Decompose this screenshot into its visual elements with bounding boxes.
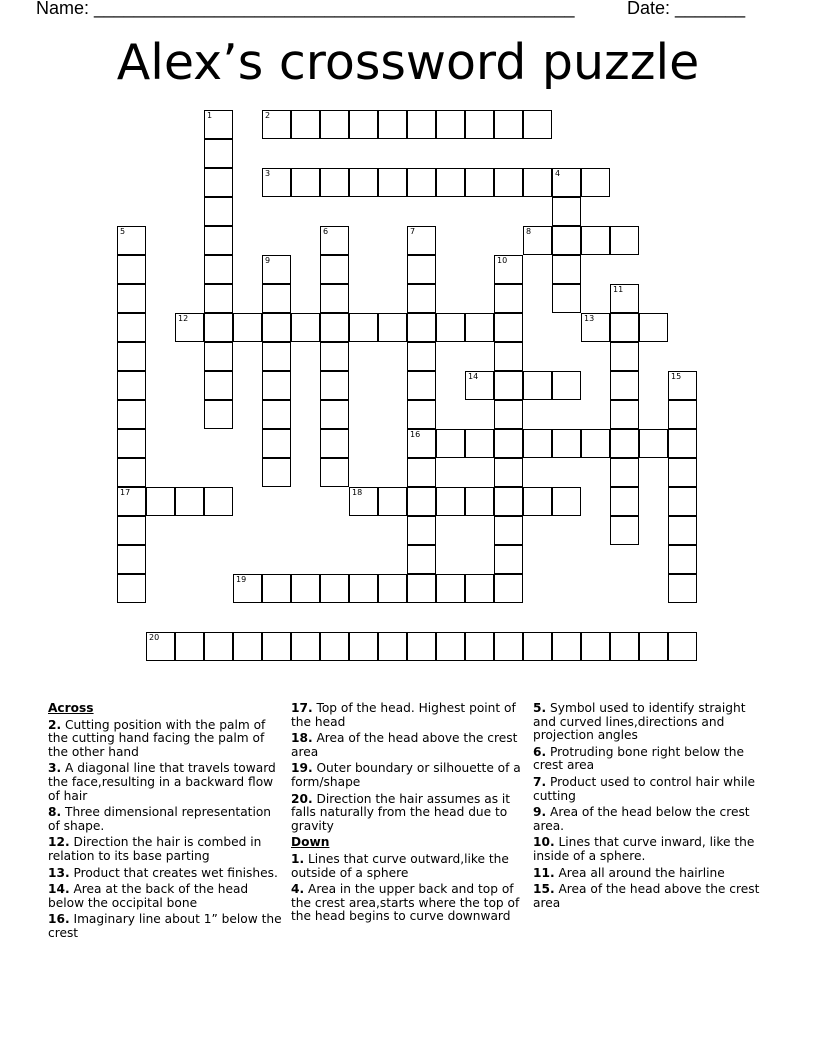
grid-cell[interactable]	[436, 574, 465, 603]
grid-cell[interactable]	[523, 168, 552, 197]
grid-cell[interactable]	[204, 342, 233, 371]
clue-text: Direction the hair assumes as it falls naturally from the head due to gravity	[291, 791, 511, 833]
grid-cell[interactable]	[639, 429, 668, 458]
across-heading: Across	[48, 701, 94, 715]
grid-cell[interactable]	[291, 313, 320, 342]
clue-item	[48, 806, 286, 833]
clue-item	[533, 702, 771, 743]
grid-cell[interactable]	[610, 342, 639, 371]
clues-column-1	[48, 702, 286, 944]
grid-cell[interactable]	[494, 458, 523, 487]
clue-item	[48, 867, 286, 881]
grid-cell[interactable]	[465, 110, 494, 139]
grid-cell[interactable]	[668, 400, 697, 429]
clue-number: 14	[468, 372, 479, 381]
clue-number: 13	[584, 314, 595, 323]
clue-number: 4	[555, 169, 561, 178]
grid-cell[interactable]	[436, 313, 465, 342]
clue-number: 6.	[533, 744, 547, 759]
clue-text: Lines that curve outward,like the outside of a sphere	[291, 851, 509, 880]
clue-item	[533, 806, 771, 833]
clue-number: 14.	[48, 882, 70, 897]
grid-cell[interactable]	[436, 487, 465, 516]
grid-cell[interactable]	[204, 487, 233, 516]
grid-cell[interactable]	[117, 545, 146, 574]
clue-text: Area at the back of the head below the occipital bone	[48, 882, 249, 910]
clue-number: 11	[613, 285, 624, 294]
grid-cell[interactable]	[494, 168, 523, 197]
clue-item	[48, 836, 286, 863]
grid-cell[interactable]	[494, 255, 523, 284]
grid-cell[interactable]	[523, 487, 552, 516]
grid-cell[interactable]	[233, 574, 262, 603]
grid-cell[interactable]	[378, 487, 407, 516]
grid-cell[interactable]	[407, 110, 436, 139]
grid-cell[interactable]	[552, 168, 581, 197]
grid-cell[interactable]	[610, 371, 639, 400]
grid-cell[interactable]	[117, 371, 146, 400]
clue-number: 6	[323, 227, 329, 236]
grid-cell[interactable]	[320, 110, 349, 139]
grid-cell[interactable]	[204, 226, 233, 255]
grid-cell[interactable]	[552, 284, 581, 313]
grid-cell[interactable]	[552, 197, 581, 226]
clue-text: Area of the head above the crest area	[291, 731, 518, 759]
grid-cell[interactable]	[204, 255, 233, 284]
grid-cell[interactable]	[494, 110, 523, 139]
clue-item	[48, 883, 286, 910]
grid-cell[interactable]	[117, 400, 146, 429]
grid-cell[interactable]	[407, 487, 436, 516]
grid-cell[interactable]	[204, 371, 233, 400]
grid-cell[interactable]	[320, 226, 349, 255]
grid-cell[interactable]	[523, 226, 552, 255]
grid-cell[interactable]	[523, 371, 552, 400]
clue-item	[533, 746, 771, 773]
grid-cell[interactable]	[465, 168, 494, 197]
grid-cell[interactable]	[175, 632, 204, 661]
grid-cell[interactable]	[349, 110, 378, 139]
clue-number: 10.	[533, 835, 555, 850]
grid-cell[interactable]	[494, 400, 523, 429]
grid-cell[interactable]	[494, 429, 523, 458]
clue-text: A diagonal line that travels toward the face,resulting in a backward flow of hair	[48, 761, 276, 803]
clue-number: 19	[236, 575, 247, 584]
grid-cell[interactable]	[320, 400, 349, 429]
grid-cell[interactable]	[320, 284, 349, 313]
grid-cell[interactable]	[581, 226, 610, 255]
clue-number: 20.	[291, 791, 313, 806]
grid-cell[interactable]	[262, 284, 291, 313]
page-title: Alex’s crossword puzzle	[116, 34, 700, 91]
grid-cell[interactable]	[262, 632, 291, 661]
grid-cell[interactable]	[320, 458, 349, 487]
grid-cell[interactable]	[465, 487, 494, 516]
grid-cell[interactable]	[204, 313, 233, 342]
clue-text: Area of the head above the crest area	[533, 882, 760, 910]
grid-cell[interactable]	[117, 487, 146, 516]
grid-cell[interactable]	[175, 487, 204, 516]
clue-text: Product used to control hair while cutting	[533, 774, 755, 803]
down-heading: Down	[291, 835, 330, 850]
grid-cell[interactable]	[262, 371, 291, 400]
clue-number: 5.	[533, 701, 547, 715]
clue-number: 12	[178, 314, 189, 323]
clue-number: 17.	[291, 701, 313, 715]
grid-cell[interactable]	[204, 110, 233, 139]
clue-text: Area in the upper back and top of the crest area,starts where the top of the head begins to curve downward	[291, 882, 520, 924]
grid-cell[interactable]	[262, 168, 291, 197]
grid-cell[interactable]	[320, 313, 349, 342]
grid-cell[interactable]	[262, 313, 291, 342]
grid-cell[interactable]	[610, 632, 639, 661]
clue-text: Top of the head. Highest point of the head	[291, 701, 516, 729]
grid-cell[interactable]	[291, 574, 320, 603]
clue-item	[533, 867, 771, 881]
grid-cell[interactable]	[117, 458, 146, 487]
grid-cell[interactable]	[117, 284, 146, 313]
clue-item	[48, 719, 286, 760]
clue-number: 2.	[48, 717, 62, 732]
grid-cell[interactable]	[117, 226, 146, 255]
grid-cell[interactable]	[552, 371, 581, 400]
grid-cell[interactable]	[117, 342, 146, 371]
grid-cell[interactable]	[204, 284, 233, 313]
grid-cell[interactable]	[436, 429, 465, 458]
clue-number: 9	[265, 256, 271, 265]
grid-cell[interactable]	[291, 632, 320, 661]
grid-cell[interactable]	[407, 284, 436, 313]
grid-cell[interactable]	[668, 516, 697, 545]
grid-cell[interactable]	[668, 545, 697, 574]
clue-number: 1.	[291, 851, 305, 866]
clue-text: Cutting position with the palm of the cutting hand facing the palm of the other hand	[48, 717, 266, 759]
grid-cell[interactable]	[610, 458, 639, 487]
clue-number: 17	[120, 488, 131, 497]
grid-cell[interactable]	[291, 110, 320, 139]
grid-cell[interactable]	[639, 632, 668, 661]
grid-cell[interactable]	[407, 516, 436, 545]
grid-cell[interactable]	[262, 574, 291, 603]
grid-cell[interactable]	[320, 371, 349, 400]
grid-cell[interactable]	[610, 429, 639, 458]
grid-cell[interactable]	[494, 313, 523, 342]
grid-cell[interactable]	[494, 284, 523, 313]
clue-item	[533, 883, 771, 910]
grid-cell[interactable]	[146, 632, 175, 661]
grid-cell[interactable]	[494, 487, 523, 516]
grid-cell[interactable]	[407, 632, 436, 661]
clue-number: 15.	[533, 882, 555, 897]
grid-cell[interactable]	[494, 632, 523, 661]
grid-cell[interactable]	[610, 487, 639, 516]
date-field-label: Date: _______	[627, 0, 746, 18]
grid-cell[interactable]	[262, 110, 291, 139]
grid-cell[interactable]	[349, 168, 378, 197]
grid-cell[interactable]	[175, 313, 204, 342]
clue-text: Symbol used to identify straight and curved lines,directions and projection angles	[533, 701, 746, 743]
grid-cell[interactable]	[349, 487, 378, 516]
grid-cell[interactable]	[117, 516, 146, 545]
clue-number: 9.	[533, 805, 547, 820]
name-field-label: Name: ________________________________________________	[36, 0, 575, 18]
grid-cell[interactable]	[262, 342, 291, 371]
clue-item	[533, 836, 771, 863]
grid-cell[interactable]	[465, 429, 494, 458]
clue-number: 16	[410, 430, 421, 439]
clue-text: Area of the head below the crest area.	[533, 805, 750, 833]
clue-number: 12.	[48, 835, 70, 850]
grid-cell[interactable]	[204, 197, 233, 226]
grid-cell[interactable]	[407, 255, 436, 284]
grid-cell[interactable]	[436, 168, 465, 197]
clue-item	[291, 702, 529, 729]
grid-cell[interactable]	[349, 632, 378, 661]
grid-cell[interactable]	[610, 516, 639, 545]
grid-cell[interactable]	[262, 255, 291, 284]
grid-cell[interactable]	[581, 429, 610, 458]
grid-cell[interactable]	[204, 632, 233, 661]
grid-cell[interactable]	[610, 226, 639, 255]
grid-cell[interactable]	[378, 110, 407, 139]
grid-cell[interactable]	[117, 429, 146, 458]
grid-cell[interactable]	[610, 313, 639, 342]
clue-number: 1	[207, 111, 213, 120]
grid-cell[interactable]	[436, 632, 465, 661]
clue-number: 4.	[291, 882, 305, 897]
grid-cell[interactable]	[320, 429, 349, 458]
clue-number: 3	[265, 169, 271, 178]
grid-cell[interactable]	[436, 110, 465, 139]
grid-cell[interactable]	[465, 574, 494, 603]
clue-text: Three dimensional representation of shape.	[48, 805, 272, 833]
grid-cell[interactable]	[668, 574, 697, 603]
clue-item	[291, 883, 529, 924]
grid-cell[interactable]	[407, 429, 436, 458]
grid-cell[interactable]	[262, 400, 291, 429]
grid-cell[interactable]	[378, 313, 407, 342]
grid-cell[interactable]	[349, 313, 378, 342]
grid-cell[interactable]	[407, 226, 436, 255]
clue-number: 8.	[48, 805, 62, 820]
grid-cell[interactable]	[320, 255, 349, 284]
grid-cell[interactable]	[262, 458, 291, 487]
clue-number: 8	[526, 227, 532, 236]
grid-cell[interactable]	[233, 313, 262, 342]
grid-cell[interactable]	[523, 429, 552, 458]
grid-cell[interactable]	[407, 342, 436, 371]
clue-number: 20	[149, 633, 160, 642]
clue-text: Product that creates wet finishes.	[73, 865, 278, 880]
clue-number: 10	[497, 256, 508, 265]
grid-cell[interactable]	[639, 313, 668, 342]
grid-cell[interactable]	[117, 255, 146, 284]
grid-cell[interactable]	[407, 400, 436, 429]
grid-cell[interactable]	[668, 487, 697, 516]
grid-cell[interactable]	[494, 516, 523, 545]
clue-number: 18.	[291, 731, 313, 746]
grid-cell[interactable]	[378, 574, 407, 603]
grid-cell[interactable]	[465, 371, 494, 400]
clue-number: 15	[671, 372, 682, 381]
clue-number: 13.	[48, 865, 70, 880]
grid-cell[interactable]	[494, 371, 523, 400]
grid-cell[interactable]	[320, 342, 349, 371]
grid-cell[interactable]	[407, 545, 436, 574]
grid-cell[interactable]	[610, 400, 639, 429]
grid-cell[interactable]	[407, 313, 436, 342]
grid-cell[interactable]	[552, 255, 581, 284]
clue-item	[291, 793, 529, 834]
grid-cell[interactable]	[204, 139, 233, 168]
clue-text: Protruding bone right below the crest area	[533, 744, 745, 773]
grid-cell[interactable]	[494, 574, 523, 603]
clues-column-2	[291, 702, 529, 927]
clue-text: Lines that curve inward, like the inside of a sphere.	[533, 835, 755, 863]
clue-number: 5	[120, 227, 126, 236]
grid-cell[interactable]	[117, 313, 146, 342]
grid-cell[interactable]	[581, 313, 610, 342]
grid-cell[interactable]	[378, 632, 407, 661]
clue-text: Area all around the hairline	[558, 865, 725, 880]
clue-number: 19.	[291, 761, 313, 776]
clue-item	[291, 732, 529, 759]
grid-cell[interactable]	[407, 168, 436, 197]
clue-text: Imaginary line about 1” below the crest	[48, 912, 282, 940]
grid-cell[interactable]	[233, 632, 262, 661]
grid-cell[interactable]	[320, 632, 349, 661]
clue-item	[48, 762, 286, 803]
grid-cell[interactable]	[204, 400, 233, 429]
grid-cell[interactable]	[523, 632, 552, 661]
clue-item	[291, 762, 529, 789]
grid-cell[interactable]	[552, 632, 581, 661]
grid-cell[interactable]	[378, 168, 407, 197]
grid-cell[interactable]	[610, 284, 639, 313]
grid-cell[interactable]	[349, 574, 378, 603]
clue-number: 16.	[48, 912, 70, 927]
clue-number: 2	[265, 111, 271, 120]
grid-cell[interactable]	[581, 168, 610, 197]
grid-cell[interactable]	[581, 632, 610, 661]
grid-cell[interactable]	[117, 574, 146, 603]
grid-cell[interactable]	[291, 168, 320, 197]
grid-cell[interactable]	[146, 487, 175, 516]
grid-cell[interactable]	[668, 632, 697, 661]
clue-number: 18	[352, 488, 363, 497]
grid-cell[interactable]	[552, 487, 581, 516]
grid-cell[interactable]	[204, 168, 233, 197]
clue-item	[291, 853, 529, 880]
clue-text: Outer boundary or silhouette of a form/shape	[291, 761, 521, 789]
grid-cell[interactable]	[465, 632, 494, 661]
grid-cell[interactable]	[407, 574, 436, 603]
clue-text: Direction the hair is combed in relation to its base parting	[48, 835, 262, 863]
grid-cell[interactable]	[407, 371, 436, 400]
clue-item	[533, 776, 771, 803]
grid-cell[interactable]	[320, 574, 349, 603]
grid-cell[interactable]	[552, 429, 581, 458]
grid-cell[interactable]	[668, 458, 697, 487]
grid-cell[interactable]	[494, 545, 523, 574]
grid-cell[interactable]	[465, 313, 494, 342]
grid-cell[interactable]	[494, 342, 523, 371]
clue-number: 7.	[533, 774, 547, 789]
grid-cell[interactable]	[552, 226, 581, 255]
grid-cell[interactable]	[262, 429, 291, 458]
grid-cell[interactable]	[407, 458, 436, 487]
grid-cell[interactable]	[320, 168, 349, 197]
grid-cell[interactable]	[668, 429, 697, 458]
clue-item	[48, 913, 286, 940]
clue-number: 11.	[533, 865, 555, 880]
clues-column-3	[533, 702, 771, 913]
grid-cell[interactable]	[668, 371, 697, 400]
clue-number: 3.	[48, 761, 62, 776]
grid-cell[interactable]	[523, 110, 552, 139]
clue-number: 7	[410, 227, 416, 236]
